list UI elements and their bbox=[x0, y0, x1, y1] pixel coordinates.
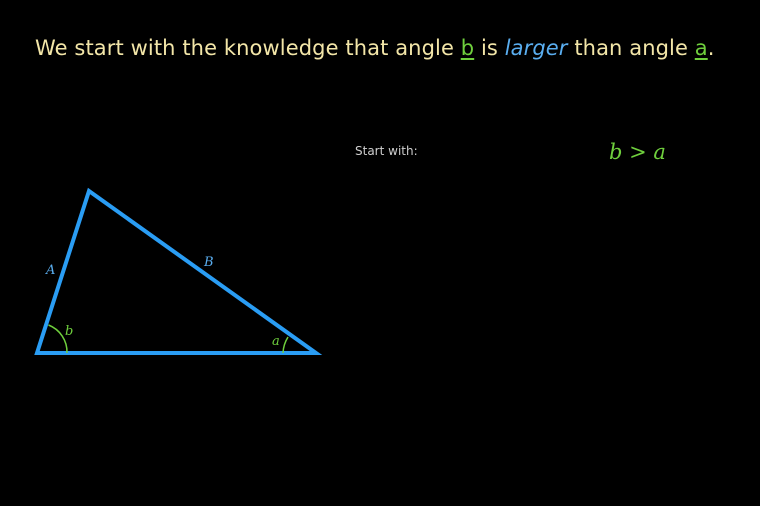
start-with-label: Start with: bbox=[355, 144, 418, 158]
side-a-label: A bbox=[46, 263, 56, 278]
angle-a-label: a bbox=[272, 334, 280, 349]
angle-a-arc bbox=[283, 337, 288, 353]
headline-emphasis: larger bbox=[504, 36, 568, 60]
triangle-shape bbox=[37, 191, 316, 353]
headline-part-4: . bbox=[707, 36, 715, 60]
side-b-label: B bbox=[204, 255, 214, 270]
headline-part-2: is bbox=[474, 36, 505, 60]
headline-angle-b: b bbox=[460, 36, 475, 60]
headline-angle-a: a bbox=[694, 36, 708, 60]
headline-part-3: than angle bbox=[567, 36, 695, 60]
headline-part-1: We start with the knowledge that angle bbox=[35, 36, 461, 60]
inequality-expression: b > a bbox=[609, 140, 666, 164]
angle-b-label: b bbox=[65, 324, 74, 339]
